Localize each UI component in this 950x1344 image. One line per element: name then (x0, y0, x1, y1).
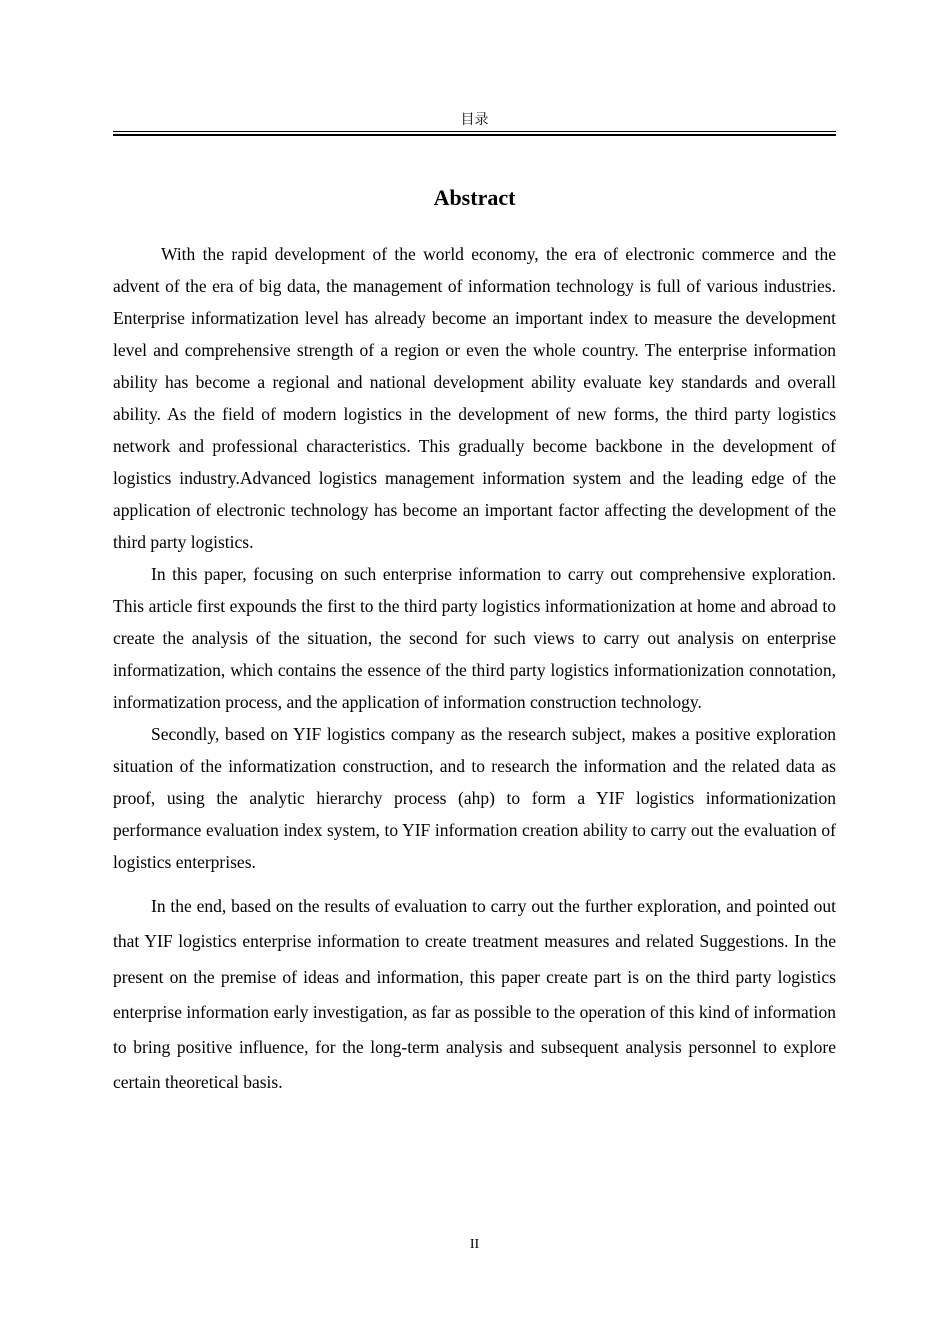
abstract-body (113, 238, 836, 1101)
abstract-paragraph-1: With the rapid development of the world economy, the era of electronic commerce and the advent of the era of big data, the management of information technology is full of various industries. Enterprise informatization level has already become an important index to measure the development level and comprehensive strength of a region or even the whole country. The enterprise information ability has become a regional and national development ability evaluate key standards and overall ability. As the field of modern logistics in the development of new forms, the third party logistics network and professional characteristics. This gradually become backbone in the development of logistics industry.Advanced logistics management information system and the leading edge of the application of electronic technology has become an important factor affecting the development of the third party logistics. (113, 244, 836, 552)
running-header: 目录 (460, 112, 489, 128)
abstract-title: Abstract (433, 185, 516, 210)
abstract-paragraph-4: In the end, based on the results of evaluation to carry out the further exploration, and pointed out that YIF logistics enterprise information to create treatment measures and related Suggestions. In the present on the premise of ideas and information, this paper create part is on the third party logistics enterprise information early investigation, as far as possible to the operation of this kind of information to bring positive influence, for the long-term analysis and subsequent analysis personnel to explore certain theoretical basis. (113, 896, 836, 1093)
abstract-paragraph-3: Secondly, based on YIF logistics company as the research subject, makes a positive exploration situation of the informatization construction, and to research the information and the related data as proof, using the analytic hierarchy process (ahp) to form a YIF logistics informationization performance evaluation index system, to YIF information creation ability to carry out the evaluation of logistics enterprises. (113, 724, 836, 872)
header-double-rule (113, 131, 836, 136)
abstract-paragraph-2: In this paper, focusing on such enterprise information to carry out comprehensive exploration. This article first expounds the first to the third party logistics informationization at home and abroad to create the analysis of the situation, the second for such views to carry out analysis on enterprise informatization, which contains the essence of the third party logistics informationization connotation, informatization process, and the application of information construction technology. (113, 564, 836, 712)
page-number: II (469, 1237, 480, 1252)
